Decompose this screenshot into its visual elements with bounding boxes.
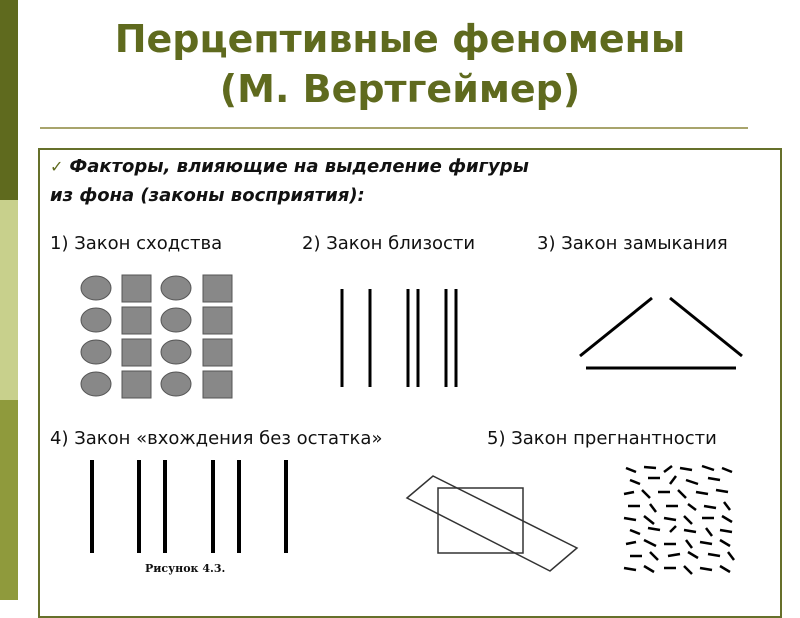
circle-shape (81, 372, 111, 396)
dash-mark (688, 504, 696, 510)
dash-mark (626, 468, 636, 472)
slide-title (40, 14, 760, 114)
closure-figure (570, 290, 750, 375)
dash-mark (724, 502, 730, 510)
square-shape (203, 371, 232, 398)
circle-shape (81, 340, 111, 364)
dash-mark (686, 480, 698, 484)
dash-mark (668, 554, 680, 556)
law-inclusion-label: 4) Закон «вхождения без остатка» (50, 428, 383, 449)
triangle-right-side (670, 298, 742, 356)
circle-shape (81, 308, 111, 332)
dash-mark (664, 518, 676, 520)
circle-shape (161, 308, 191, 332)
square-shape (203, 339, 232, 366)
dash-mark (708, 478, 720, 480)
square-shape (203, 275, 232, 302)
dash-mark (716, 490, 728, 492)
dash-mark (670, 526, 676, 532)
dash-mark (722, 516, 732, 522)
dash-mark (630, 530, 640, 534)
dash-mark (684, 530, 696, 532)
circle-shape (161, 372, 191, 396)
square-shape (203, 307, 232, 334)
intro-line-2: из фона (законы восприятия): (50, 185, 365, 206)
dash-mark (650, 504, 656, 512)
pragnanz-dashes-figure (620, 462, 740, 580)
intro-text (50, 152, 770, 210)
dash-mark (706, 528, 712, 536)
dash-mark (702, 466, 714, 470)
law-similarity-label: 1) Закон сходства (50, 233, 223, 254)
pragnanz-shapes-figure (400, 470, 585, 575)
figure-caption: Рисунок 4.3. (145, 562, 226, 575)
triangle-left-side (580, 298, 652, 356)
accent-stripe-bottom (0, 400, 18, 600)
dash-mark (644, 540, 656, 546)
dash-mark (678, 490, 686, 498)
dash-mark (700, 568, 712, 570)
dash-mark (644, 516, 654, 524)
square-shape (122, 371, 151, 398)
accent-stripe-middle (0, 200, 18, 400)
accent-stripe-top (0, 0, 18, 200)
square-shape (122, 275, 151, 302)
dash-mark (680, 468, 692, 470)
dash-mark (696, 492, 708, 494)
dash-mark (626, 542, 636, 544)
square-shape (122, 307, 151, 334)
dash-mark (670, 476, 676, 484)
dash-mark (720, 566, 730, 572)
dash-mark (700, 542, 712, 544)
dash-mark (720, 530, 732, 532)
similarity-figure (78, 270, 238, 402)
dash-mark (720, 540, 730, 546)
parallelogram-shape (407, 476, 577, 571)
inclusion-figure (80, 455, 295, 555)
dash-mark (684, 566, 692, 574)
dash-mark (648, 528, 660, 530)
dash-mark (664, 466, 672, 472)
dash-mark (704, 506, 716, 508)
check-icon: ✓ (50, 157, 64, 176)
law-pragnanz-label: 5) Закон прегнантности (487, 428, 717, 449)
dash-mark (624, 568, 636, 570)
dash-mark (642, 490, 650, 498)
circle-shape (161, 276, 191, 300)
dash-mark (728, 552, 734, 560)
law-proximity-label: 2) Закон близости (302, 233, 476, 254)
proximity-figure (330, 285, 470, 390)
dash-mark (688, 552, 698, 558)
dash-mark (722, 468, 732, 472)
intro-line-1: Факторы, влияющие на выделение фигуры (69, 156, 529, 177)
dash-mark (650, 552, 658, 560)
law-closure-label: 3) Закон замыкания (537, 233, 728, 254)
dash-mark (624, 492, 634, 494)
title-divider (40, 127, 748, 129)
dash-mark (630, 480, 640, 484)
dash-mark (624, 518, 636, 520)
dash-mark (684, 516, 692, 524)
dash-mark (644, 467, 656, 468)
dash-mark (644, 566, 654, 572)
dash-mark (708, 554, 720, 556)
circle-shape (161, 340, 191, 364)
square-shape (122, 339, 151, 366)
dash-mark (686, 540, 692, 548)
circle-shape (81, 276, 111, 300)
title-line-1: Перцептивные феномены (114, 17, 686, 61)
title-line-2: (М. Вертгеймер) (219, 67, 581, 111)
